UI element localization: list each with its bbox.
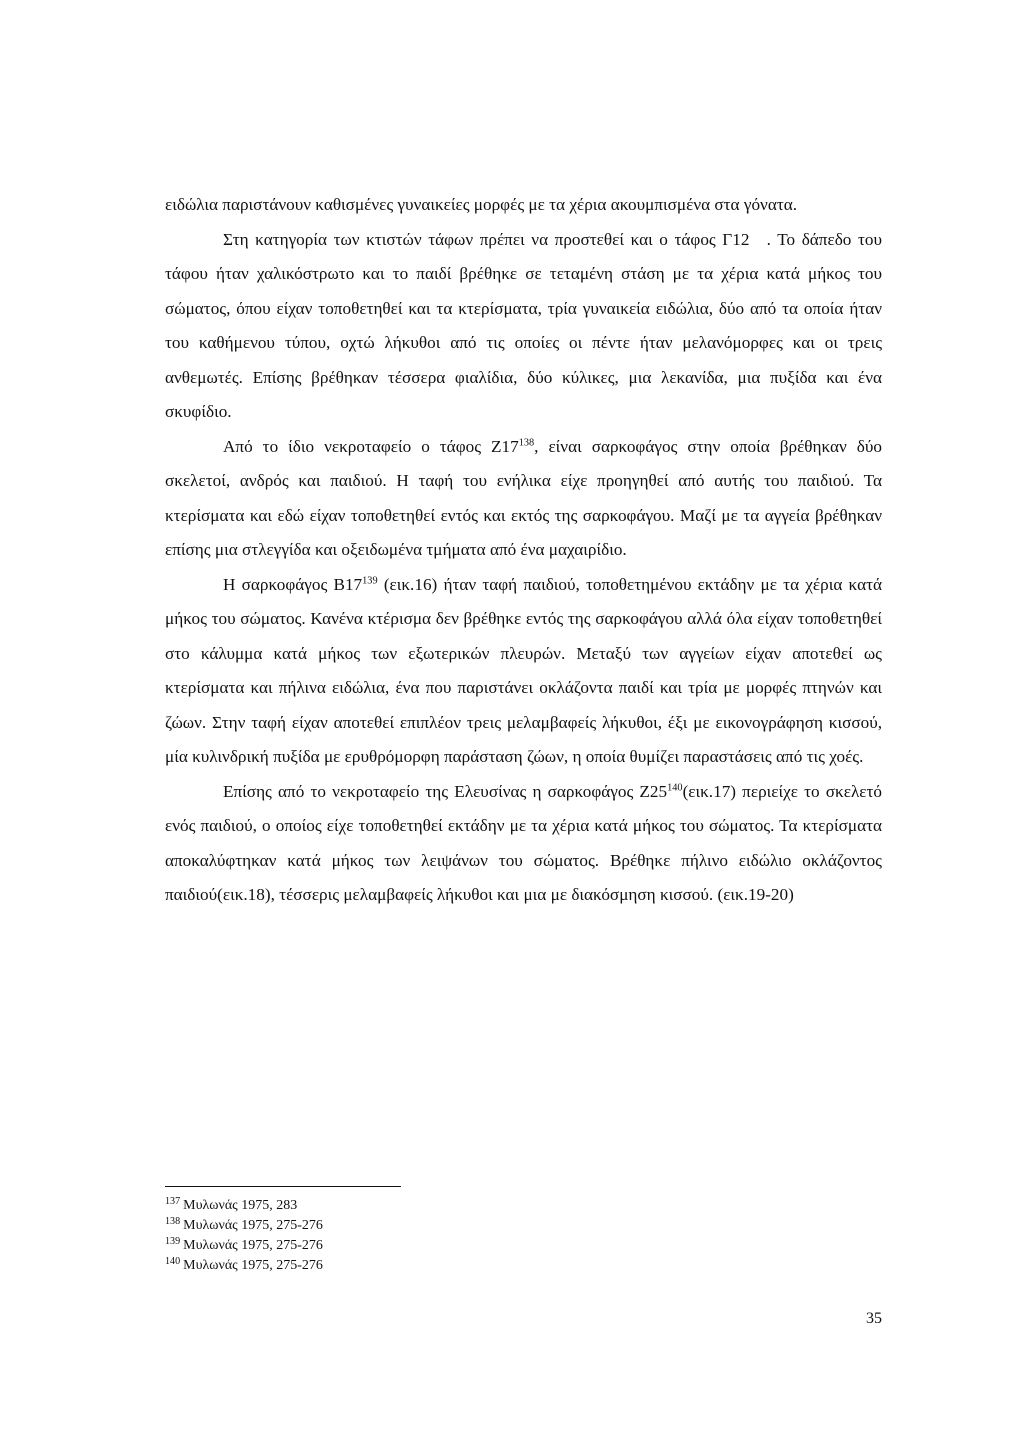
paragraph-3-text-before: Από το ίδιο νεκροταφείο ο τάφος Ζ17 bbox=[223, 436, 519, 456]
paragraph-1-text: ειδώλια παριστάνουν καθισμένες γυναικείες μορφές με τα χέρια ακουμπισμένα στα γόνατα. bbox=[165, 195, 798, 214]
paragraph-2 bbox=[165, 223, 882, 430]
paragraph-3-text-after: , είναι σαρκοφάγος στην οποία βρέθηκαν δύο σκελετοί, ανδρός και παιδιού. Η ταφή του ενήλικα είχε προηγηθεί από αυτής του παιδιού. Τα κτερίσματα και εδώ είχαν τοποθετηθεί εντός και εκτός της σαρκοφάγου. Μαζί με τα αγγεία βρέθηκαν επίσης μια στλεγγίδα και οξειδωμένα τμήματα από ένα μαχαιρίδιο. bbox=[165, 436, 882, 559]
paragraph-5 bbox=[165, 775, 882, 913]
footnote-number: 139 bbox=[165, 1236, 181, 1248]
footnote-text: Μυλωνάς 1975, 283 bbox=[183, 1198, 298, 1213]
footnote-text: Μυλωνάς 1975, 275-276 bbox=[183, 1238, 323, 1253]
paragraph-5-text-after: (εικ.17) περιείχε το σκελετό ενός παιδιού, ο οποίος είχε τοποθετηθεί εκτάδην με τα χέρια κατά μήκος του σώματος. Τα κτερίσματα αποκαλύφτηκαν κατά μήκος των λειψάνων του σώματος. Βρέθηκε πήλινο ειδώλιο οκλάζοντος παιδιού(εικ.18), τέσσερις μελαμβαφείς λήκυθοι και μια με διακόσμηση κισσού. (εικ.19-20) bbox=[165, 781, 882, 904]
footnote-text: Μυλωνάς 1975, 275-276 bbox=[183, 1258, 323, 1273]
paragraph-4 bbox=[165, 568, 882, 775]
footnote-number: 138 bbox=[165, 1216, 181, 1228]
footnote-number: 140 bbox=[165, 1256, 181, 1268]
footnote-138 bbox=[165, 1216, 323, 1236]
footnote-139 bbox=[165, 1236, 323, 1256]
paragraph-1 bbox=[165, 188, 882, 223]
footnote-140 bbox=[165, 1256, 323, 1276]
footnote-text: Μυλωνάς 1975, 275-276 bbox=[183, 1218, 323, 1233]
footnote-ref-139: 139 bbox=[362, 575, 378, 587]
paragraph-3 bbox=[165, 430, 882, 568]
paragraph-2-text: Στη κατηγορία των κτιστών τάφων πρέπει να προστεθεί και ο τάφος Γ12 . Το δάπεδο του τάφου ήταν χαλικόστρωτο και το παιδί βρέθηκε σε τεταμένη στάση με τα χέρια κατά μήκος του σώματος, όπου είχαν τοποθετηθεί και τα κτερίσματα, τρία γυναικεία ειδώλια, δύο από τα οποία ήταν του καθήμενου τύπου, οχτώ λήκυθοι από τις οποίες οι πέντε ήταν μελανόμορφες και οι τρεις ανθεμωτές. Επίσης βρέθηκαν τέσσερα φιαλίδια, δύο κύλικες, μια λεκανίδα, μια πυξίδα και ένα σκυφίδιο. bbox=[165, 229, 882, 421]
footnote-number: 137 bbox=[165, 1196, 181, 1208]
footnotes bbox=[165, 1196, 323, 1276]
footnote-137 bbox=[165, 1196, 323, 1216]
paragraph-4-text-after: (εικ.16) ήταν ταφή παιδιού, τοποθετημένου εκτάδην με τα χέρια κατά μήκος του σώματος. Κανένα κτέρισμα δεν βρέθηκε εντός της σαρκοφάγου αλλά όλα είχαν τοποθετηθεί στο κάλυμμα κατά μήκος των εξωτερικών πλευρών. Μεταξύ των αγγείων είχαν αποτεθεί ως κτερίσματα και πήλινα ειδώλια, ένα που παριστάνει οκλάζοντα παιδί και τρία με μορφές πτηνών και ζώων. Στην ταφή είχαν αποτεθεί επιπλέον τρεις μελαμβαφείς λήκυθοι, έξι με εικονογράφηση κισσού, μία κυλινδρική πυξίδα με ερυθρόμορφη παράσταση ζώων, η οποία θυμίζει παραστάσεις από τις χοές. bbox=[165, 574, 882, 766]
footnote-separator bbox=[165, 1186, 401, 1187]
page-number: 35 bbox=[866, 1310, 882, 1327]
paragraph-4-text-before: Η σαρκοφάγος Β17 bbox=[223, 574, 363, 594]
paragraph-5-text-before: Επίσης από το νεκροταφείο της Ελευσίνας η σαρκοφάγος Ζ25 bbox=[223, 781, 668, 801]
footnote-ref-140: 140 bbox=[667, 782, 683, 794]
footnote-ref-138: 138 bbox=[518, 437, 535, 449]
body-text bbox=[165, 188, 882, 913]
